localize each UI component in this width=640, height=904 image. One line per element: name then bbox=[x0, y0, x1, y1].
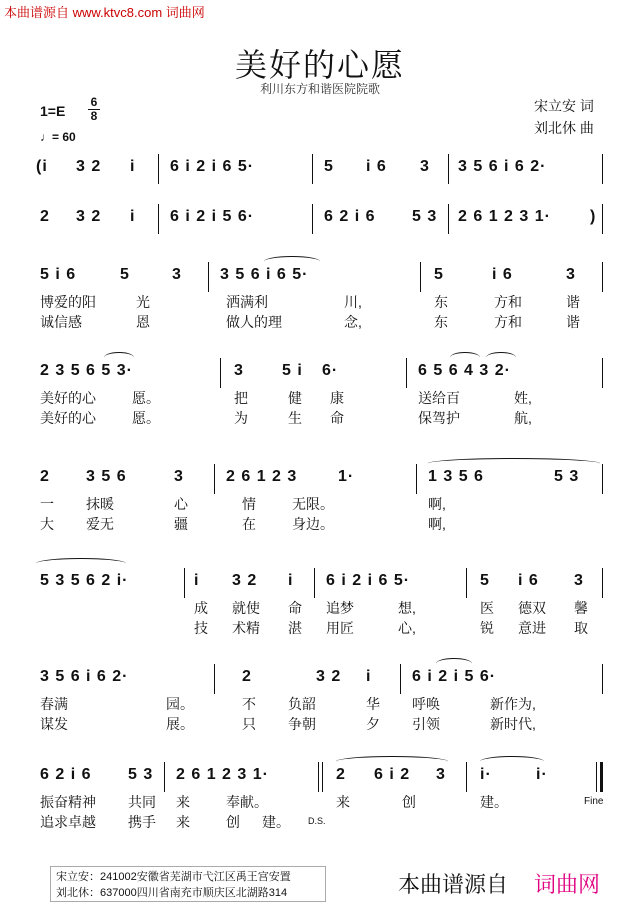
score-system-2 bbox=[36, 208, 608, 234]
lyric-v2: 诚信感 bbox=[40, 314, 82, 330]
meter-top: 6 bbox=[90, 95, 98, 109]
meter-bottom: 8 bbox=[90, 109, 98, 123]
lyric-v1: 来 bbox=[336, 794, 350, 810]
score-system-1 bbox=[36, 158, 608, 184]
note-group: 3 2 bbox=[232, 572, 258, 589]
note-group: 5 i 6 bbox=[40, 266, 77, 283]
lyric-v2: 锐 bbox=[480, 620, 494, 636]
note-group: 5 3 bbox=[412, 208, 438, 225]
note-group: 1· bbox=[338, 468, 355, 485]
note-group: 3 5 6 i 6 2· bbox=[40, 668, 129, 685]
time-signature bbox=[88, 96, 100, 123]
lyric-v1: 送给百 bbox=[418, 390, 460, 406]
note-group: i bbox=[366, 668, 372, 685]
lyric-v2: 航, bbox=[514, 410, 532, 426]
lyric-v2: 来 bbox=[176, 814, 190, 830]
note-group: 6 i 2 i 5 6· bbox=[412, 668, 497, 685]
lyric-v2: 追求卓越 bbox=[40, 814, 96, 830]
note-group: 5 bbox=[324, 158, 334, 175]
note-group: 3 bbox=[174, 468, 184, 485]
lyric-v2: 大 bbox=[40, 516, 54, 532]
lyric-v2: 东 bbox=[434, 314, 448, 330]
composer-credit: 刘北休 曲 bbox=[534, 120, 594, 136]
lyric-v1: 追梦 bbox=[326, 600, 354, 616]
contact-line-composer: 刘北休：637000四川省南充市顺庆区北湖路314 bbox=[56, 887, 288, 899]
lyric-v2: 谐 bbox=[566, 314, 580, 330]
note-group: (i bbox=[36, 158, 48, 175]
lyric-v2: 用匠 bbox=[326, 620, 354, 636]
note-group: 3 bbox=[436, 766, 446, 783]
contact-line-lyricist: 宋立安：241002安徽省芜湖市弋江区禹王宫安置 bbox=[56, 871, 291, 883]
score-system-8 bbox=[36, 766, 608, 832]
note-group: i bbox=[288, 572, 294, 589]
note-group: 3 5 6 i 6 2· bbox=[458, 158, 547, 175]
lyric-v1: 负韶 bbox=[288, 696, 316, 712]
note-group: i 6 bbox=[366, 158, 387, 175]
lyric-v1: 东 bbox=[434, 294, 448, 310]
note-group: 5 3 bbox=[128, 766, 154, 783]
lyric-v1: 心 bbox=[174, 496, 188, 512]
lyric-v1: 德双 bbox=[518, 600, 546, 616]
lyric-v2: 身边。 bbox=[292, 516, 334, 532]
lyric-v2: 夕 bbox=[366, 716, 380, 732]
note-group: 6 i 2 i 5 6· bbox=[170, 208, 255, 225]
note-group: 2 6 1 2 3 1· bbox=[458, 208, 551, 225]
lyric-v2: 只 bbox=[242, 716, 256, 732]
lyric-v2: 创 bbox=[226, 814, 240, 830]
lyric-v1: 振奋精神 bbox=[40, 794, 96, 810]
note-group: 2 bbox=[242, 668, 252, 685]
note-group: 2 bbox=[40, 208, 50, 225]
lyric-v2: 爱无 bbox=[86, 516, 114, 532]
lyric-v2: 争朝 bbox=[288, 716, 316, 732]
lyric-v2: 为 bbox=[234, 410, 248, 426]
note-group: 3 bbox=[420, 158, 430, 175]
score-system-3 bbox=[36, 266, 608, 332]
note-group: 5 bbox=[120, 266, 130, 283]
lyric-v2: 保驾护 bbox=[418, 410, 460, 426]
note-group: 3 bbox=[574, 572, 584, 589]
lyric-v1: 命 bbox=[288, 600, 302, 616]
lyric-v1: 就使 bbox=[232, 600, 260, 616]
lyric-v2: 方和 bbox=[494, 314, 522, 330]
lyric-v2: 携手 bbox=[128, 814, 156, 830]
note-group: 5 bbox=[434, 266, 444, 283]
lyric-v2: 在 bbox=[242, 516, 256, 532]
note-group: 5 i bbox=[282, 362, 303, 379]
lyric-v2: 技 bbox=[194, 620, 208, 636]
note-group: i bbox=[194, 572, 200, 589]
lyric-v2: 命 bbox=[330, 410, 344, 426]
note-group: 6 2 i 6 bbox=[40, 766, 92, 783]
lyric-v1: 新作为, bbox=[490, 696, 536, 712]
lyric-v2: 美好的心 bbox=[40, 410, 96, 426]
lyric-v1: 一 bbox=[40, 496, 54, 512]
lyric-v1: 馨 bbox=[574, 600, 588, 616]
tempo-marking: ♩= 60 bbox=[40, 130, 76, 144]
lyric-v1: 华 bbox=[366, 696, 380, 712]
key-signature: 1=E bbox=[40, 103, 66, 119]
lyric-v2: 恩 bbox=[136, 314, 150, 330]
lyric-v1: 建。 bbox=[480, 794, 508, 810]
note-group: 3 bbox=[234, 362, 244, 379]
fine-marking: Fine bbox=[584, 796, 604, 807]
note-group: 2 6 1 2 3 bbox=[226, 468, 298, 485]
note-group: ) bbox=[590, 208, 597, 225]
note-group: i 6 bbox=[492, 266, 513, 283]
note-group: i· bbox=[480, 766, 492, 783]
lyric-v1: 方和 bbox=[494, 294, 522, 310]
note-group: 3 5 6 i 6 5· bbox=[220, 266, 309, 283]
lyric-v2: 展。 bbox=[166, 716, 194, 732]
score-system-5 bbox=[36, 468, 608, 534]
note-group: 3 2 bbox=[316, 668, 342, 685]
note-group: 2 bbox=[40, 468, 50, 485]
lyric-v2: 疆 bbox=[174, 516, 188, 532]
score-system-6 bbox=[36, 572, 608, 638]
lyric-v2: 做人的理 bbox=[226, 314, 282, 330]
lyric-v1: 成 bbox=[194, 600, 208, 616]
note-group: 1 3 5 6 bbox=[428, 468, 484, 485]
lyric-v1: 想, bbox=[398, 600, 416, 616]
lyric-v2: 谋发 bbox=[40, 716, 68, 732]
lyric-v1: 康 bbox=[330, 390, 344, 406]
lyric-v2: 心, bbox=[398, 620, 416, 636]
lyric-v1: 园。 bbox=[166, 696, 194, 712]
note-group: 6 i 2 i 6 5· bbox=[170, 158, 255, 175]
note-group: i bbox=[130, 158, 136, 175]
note-group: i bbox=[130, 208, 136, 225]
lyric-v1: 姓, bbox=[514, 390, 532, 406]
lyric-v1: 共同 bbox=[128, 794, 156, 810]
note-group: 2 3 5 6 5 3· bbox=[40, 362, 133, 379]
note-group: i 6 bbox=[518, 572, 539, 589]
lyric-v2: 术精 bbox=[232, 620, 260, 636]
lyric-v1: 美好的心 bbox=[40, 390, 96, 406]
source-label: 本曲谱源自 bbox=[398, 872, 509, 897]
lyric-v1: 情 bbox=[242, 496, 256, 512]
lyric-v1: 光 bbox=[136, 294, 150, 310]
lyric-v2: 愿。 bbox=[132, 410, 160, 426]
note-group: 6 i 2 i 6 5· bbox=[326, 572, 411, 589]
lyric-v1: 川, bbox=[344, 294, 362, 310]
lyric-v2: 湛 bbox=[288, 620, 302, 636]
score-system-7 bbox=[36, 668, 608, 734]
lyric-v1: 谐 bbox=[566, 294, 580, 310]
lyric-v1: 来 bbox=[176, 794, 190, 810]
lyric-v1: 博爱的阳 bbox=[40, 294, 96, 310]
lyric-v2: 建。 bbox=[262, 814, 290, 830]
lyric-v1: 啊, bbox=[428, 496, 446, 512]
lyric-v2: 啊, bbox=[428, 516, 446, 532]
lyric-v1: 呼唤 bbox=[412, 696, 440, 712]
note-group: 6· bbox=[322, 362, 339, 379]
note-group: 6 i 2 bbox=[374, 766, 411, 783]
site-logo-text: 词曲网 bbox=[534, 872, 601, 897]
note-group: 5 3 bbox=[554, 468, 580, 485]
lyric-v1: 医 bbox=[480, 600, 494, 616]
note-group: 3 2 bbox=[76, 158, 102, 175]
lyric-v2: 引领 bbox=[412, 716, 440, 732]
note-group: 3 2 bbox=[76, 208, 102, 225]
lyric-v1: 创 bbox=[402, 794, 416, 810]
lyricist-credit: 宋立安 词 bbox=[534, 98, 594, 114]
lyric-v2: 新时代, bbox=[490, 716, 536, 732]
ds-marking: D.S. bbox=[308, 816, 326, 826]
lyric-v1: 奉献。 bbox=[226, 794, 268, 810]
lyric-v1: 健 bbox=[288, 390, 302, 406]
lyric-v2: 念, bbox=[344, 314, 362, 330]
lyric-v2: 取 bbox=[574, 620, 588, 636]
lyric-v1: 不 bbox=[242, 696, 256, 712]
lyric-v1: 抹暖 bbox=[86, 496, 114, 512]
note-group: 6 2 i 6 bbox=[324, 208, 376, 225]
lyric-v1: 洒满利 bbox=[226, 294, 268, 310]
song-title: 美好的心愿 bbox=[234, 47, 405, 83]
song-subtitle: 利川东方和谐医院院歌 bbox=[259, 82, 380, 96]
note-group: 2 bbox=[336, 766, 346, 783]
source-banner: 本曲谱源自 www.ktvc8.com 词曲网 bbox=[4, 5, 205, 20]
note-group: 2 6 1 2 3 1· bbox=[176, 766, 269, 783]
lyric-v1: 愿。 bbox=[132, 390, 160, 406]
note-group: 3 bbox=[566, 266, 576, 283]
note-group: 3 bbox=[172, 266, 182, 283]
lyric-v2: 生 bbox=[288, 410, 302, 426]
note-group: i· bbox=[536, 766, 548, 783]
score-system-4 bbox=[36, 362, 608, 428]
note-group: 5 bbox=[480, 572, 490, 589]
note-group: 6 5 6 4 3 2· bbox=[418, 362, 511, 379]
lyric-v1: 春满 bbox=[40, 696, 68, 712]
lyric-v1: 无限。 bbox=[292, 496, 334, 512]
lyric-v2: 意进 bbox=[518, 620, 546, 636]
note-group: 3 5 6 bbox=[86, 468, 127, 485]
lyric-v1: 把 bbox=[234, 390, 248, 406]
note-group: 5 3 5 6 2 i· bbox=[40, 572, 129, 589]
